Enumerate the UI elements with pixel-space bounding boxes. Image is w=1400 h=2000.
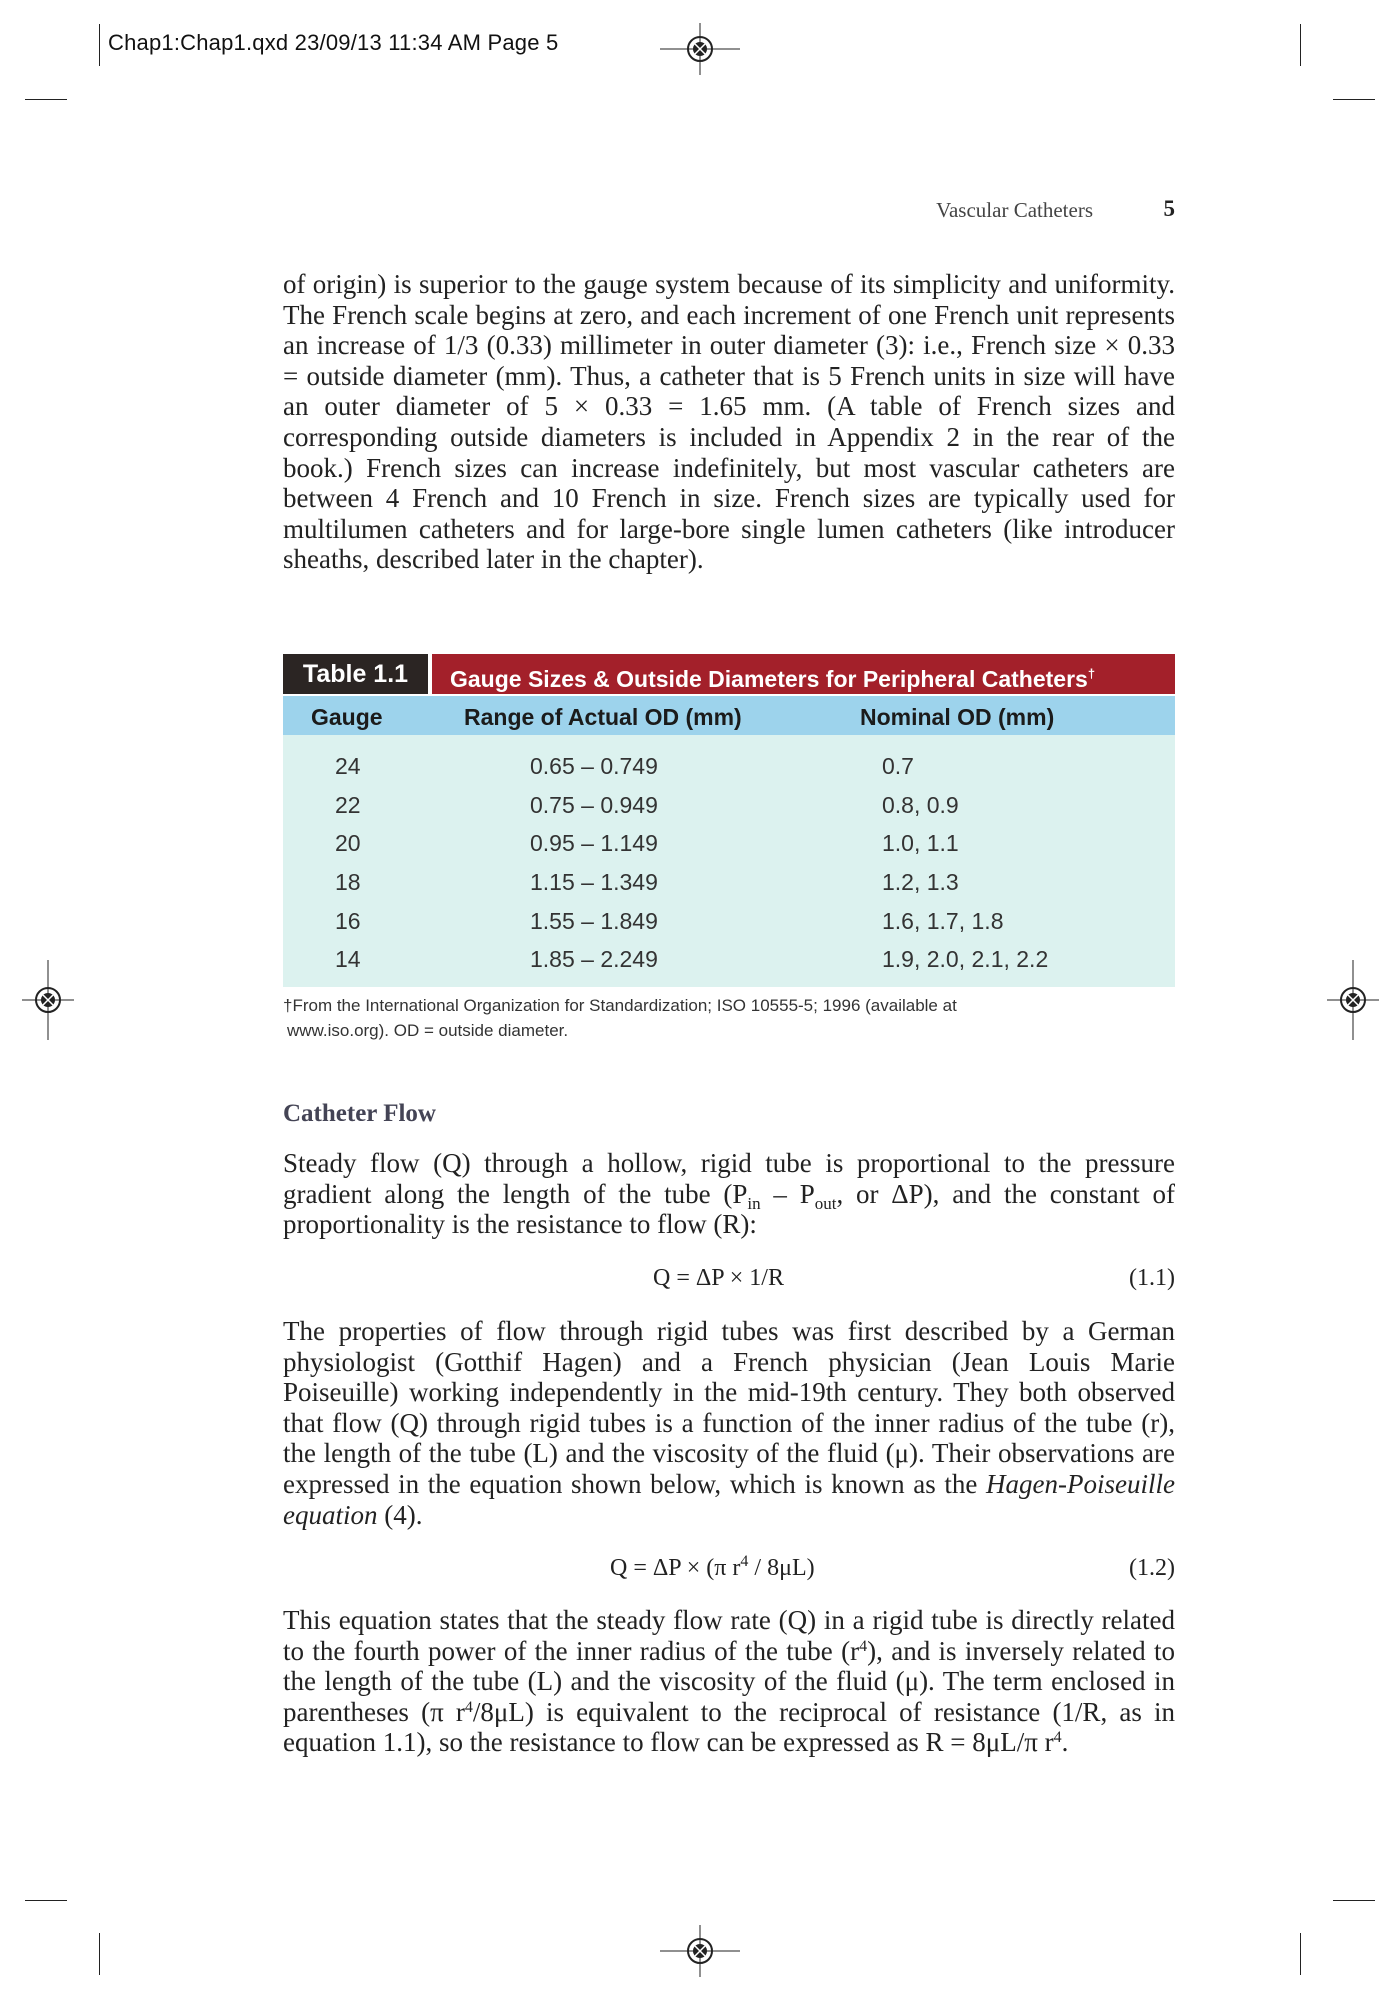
cell-range-od: 1.85 – 2.249: [530, 946, 658, 973]
table-row: [283, 940, 1175, 979]
subscript-in: in: [747, 1193, 761, 1213]
text-run: , or ΔP), and the constant of proportionality is the resistance to flow (R):: [283, 1178, 1175, 1240]
text-run: /8μL) is equivalent to the reciprocal of resistance (1/R, as in equation 1.1), so the resistance to flow can be expressed as R = 8μL/π r: [283, 1696, 1176, 1758]
table-row: [283, 747, 1175, 786]
text-run: ), and is inversely related to the length of the tube (L) and the viscosity of the fluid (μ). The term enclosed in parentheses (π r: [283, 1635, 1175, 1727]
table-caption-footnote-mark: †: [1087, 666, 1096, 681]
body-paragraph-french-scale: of origin) is superior to the gauge system because of its simplicity and uniformity. The French scale begins at zero, and each increment of one French unit represents an increase of 1/3 (0.33) millimeter in outer diameter (3): i.e., French size × 0.33 = outside diameter (mm). Thus, a catheter that is 5 French units in size will have an outer diameter of 5 × 0.33 = 1.65 mm. (A table of French sizes and corresponding outside diameters is included in Appendix 2 in the rear of the book.) French sizes can increase indefinitely, but most vascular catheters are between 4 French and 10 French in size. French sizes are typically used for multilumen catheters and for large-bore single lumen catheters (like introducer sheaths, described later in the chapter).: [283, 269, 1175, 575]
text-run: – P: [760, 1178, 815, 1209]
crop-mark-top-left-vertical: [99, 24, 100, 66]
table-row: [283, 824, 1175, 863]
text-run: (4).: [377, 1499, 423, 1530]
superscript-exponent: 4: [464, 1698, 473, 1716]
cell-gauge: 18: [335, 869, 361, 896]
table-column-header: [283, 696, 1175, 735]
cell-gauge: 20: [335, 830, 361, 857]
text-run: The properties of flow through rigid tubes was first described by a German physiologist (Gotthif Hagen) and a French physician (Jean Louis Marie Poiseuille) working independently in the mid-19th century. They both observed that flow (Q) through rigid tubes is a function of the inner radius of the tube (r), the length of the tube (L) and the viscosity of the fluid (μ). Their observations are expressed in the equation shown below, which is known as the: [283, 1316, 1175, 1499]
subscript-out: out: [814, 1193, 837, 1213]
registration-mark-left-icon: [22, 960, 74, 1040]
text-run: This equation states that the steady flow rate (Q) in a rigid tube is directly related to the fourth power of the inner radius of the tube (r: [283, 1605, 1175, 1666]
body-paragraph-resistance: [283, 1605, 1175, 1758]
table-caption: [432, 654, 1175, 694]
page-number: 5: [1163, 196, 1175, 221]
equation-part: Q = ΔP × (π r: [610, 1555, 741, 1581]
equation-number: (1.1): [1129, 1265, 1175, 1291]
crop-mark-bottom-left-horizontal: [25, 1900, 67, 1901]
table-gauge-sizes: [283, 654, 1175, 987]
cell-gauge: 24: [335, 753, 361, 779]
table-title-bar: [283, 654, 1175, 694]
equation-part: / 8μL): [748, 1555, 815, 1581]
cell-range-od: 1.55 – 1.849: [530, 907, 658, 934]
equation-1-1: [283, 1265, 1175, 1299]
cell-nominal-od: 0.7: [882, 753, 914, 779]
cell-gauge: 22: [335, 791, 361, 818]
table-footnote: [283, 993, 1175, 1043]
running-head: [283, 196, 1175, 226]
table-row: [283, 902, 1175, 941]
crop-mark-top-left-horizontal: [25, 99, 67, 100]
running-head-title: Vascular Catheters: [936, 198, 1093, 222]
superscript-exponent: 4: [740, 1553, 749, 1570]
equation-1-2: [283, 1555, 1175, 1589]
body-paragraph-hagen-poiseuille: [283, 1316, 1175, 1530]
print-slug: Chap1:Chap1.qxd 23/09/13 11:34 AM Page 5: [108, 30, 559, 55]
table-row: [283, 863, 1175, 902]
column-header-range-od: Range of Actual OD (mm): [464, 704, 742, 730]
column-header-nominal-od: Nominal OD (mm): [860, 704, 1055, 730]
crop-mark-bottom-left-vertical: [99, 1933, 100, 1975]
cell-nominal-od: 1.2, 1.3: [882, 869, 959, 896]
crop-mark-top-right-vertical: [1300, 24, 1301, 66]
crop-mark-top-right-horizontal: [1333, 99, 1375, 100]
crop-mark-bottom-right-horizontal: [1333, 1900, 1375, 1901]
column-header-gauge: Gauge: [311, 704, 383, 730]
cell-nominal-od: 1.6, 1.7, 1.8: [882, 907, 1004, 934]
emphasis-term: Hagen-Poiseuille equation: [283, 1468, 1175, 1530]
cell-gauge: 14: [335, 946, 361, 973]
cell-nominal-od: 1.0, 1.1: [882, 830, 959, 857]
table-label: Table 1.1: [283, 654, 428, 694]
table-footnote-line: www.iso.org). OD = outside diameter.: [287, 1021, 569, 1040]
registration-mark-top-icon: [660, 23, 740, 75]
table-caption-text: Gauge Sizes & Outside Diameters for Peripheral Catheters: [450, 666, 1088, 692]
cell-range-od: 1.15 – 1.349: [530, 869, 658, 896]
registration-mark-bottom-icon: [660, 1925, 740, 1977]
equation-number: (1.2): [1129, 1555, 1175, 1581]
text-run: .: [1061, 1727, 1069, 1758]
body-paragraph-steady-flow: [283, 1148, 1175, 1240]
equation-text: [610, 1555, 815, 1582]
crop-mark-bottom-right-vertical: [1300, 1933, 1301, 1975]
table-footnote-line: †From the International Organization for Standardization; ISO 10555-5; 1996 (available at: [283, 996, 957, 1015]
superscript-exponent: 4: [859, 1637, 868, 1655]
cell-range-od: 0.65 – 0.749: [530, 753, 658, 779]
superscript-exponent: 4: [1053, 1729, 1062, 1747]
cell-range-od: 0.95 – 1.149: [530, 830, 658, 857]
equation-text: Q = ΔP × 1/R: [653, 1265, 784, 1291]
section-heading: Catheter Flow: [283, 1100, 436, 1127]
text-run: Steady flow (Q) through a hollow, rigid tube is proportional to the pressure gradient along the length of the tube (P: [283, 1148, 1175, 1209]
cell-nominal-od: 1.9, 2.0, 2.1, 2.2: [882, 946, 1049, 973]
table-row: [283, 786, 1175, 825]
table-body: [283, 735, 1175, 987]
registration-mark-right-icon: [1327, 960, 1379, 1040]
cell-range-od: 0.75 – 0.949: [530, 791, 658, 818]
cell-nominal-od: 0.8, 0.9: [882, 791, 959, 818]
cell-gauge: 16: [335, 907, 361, 934]
